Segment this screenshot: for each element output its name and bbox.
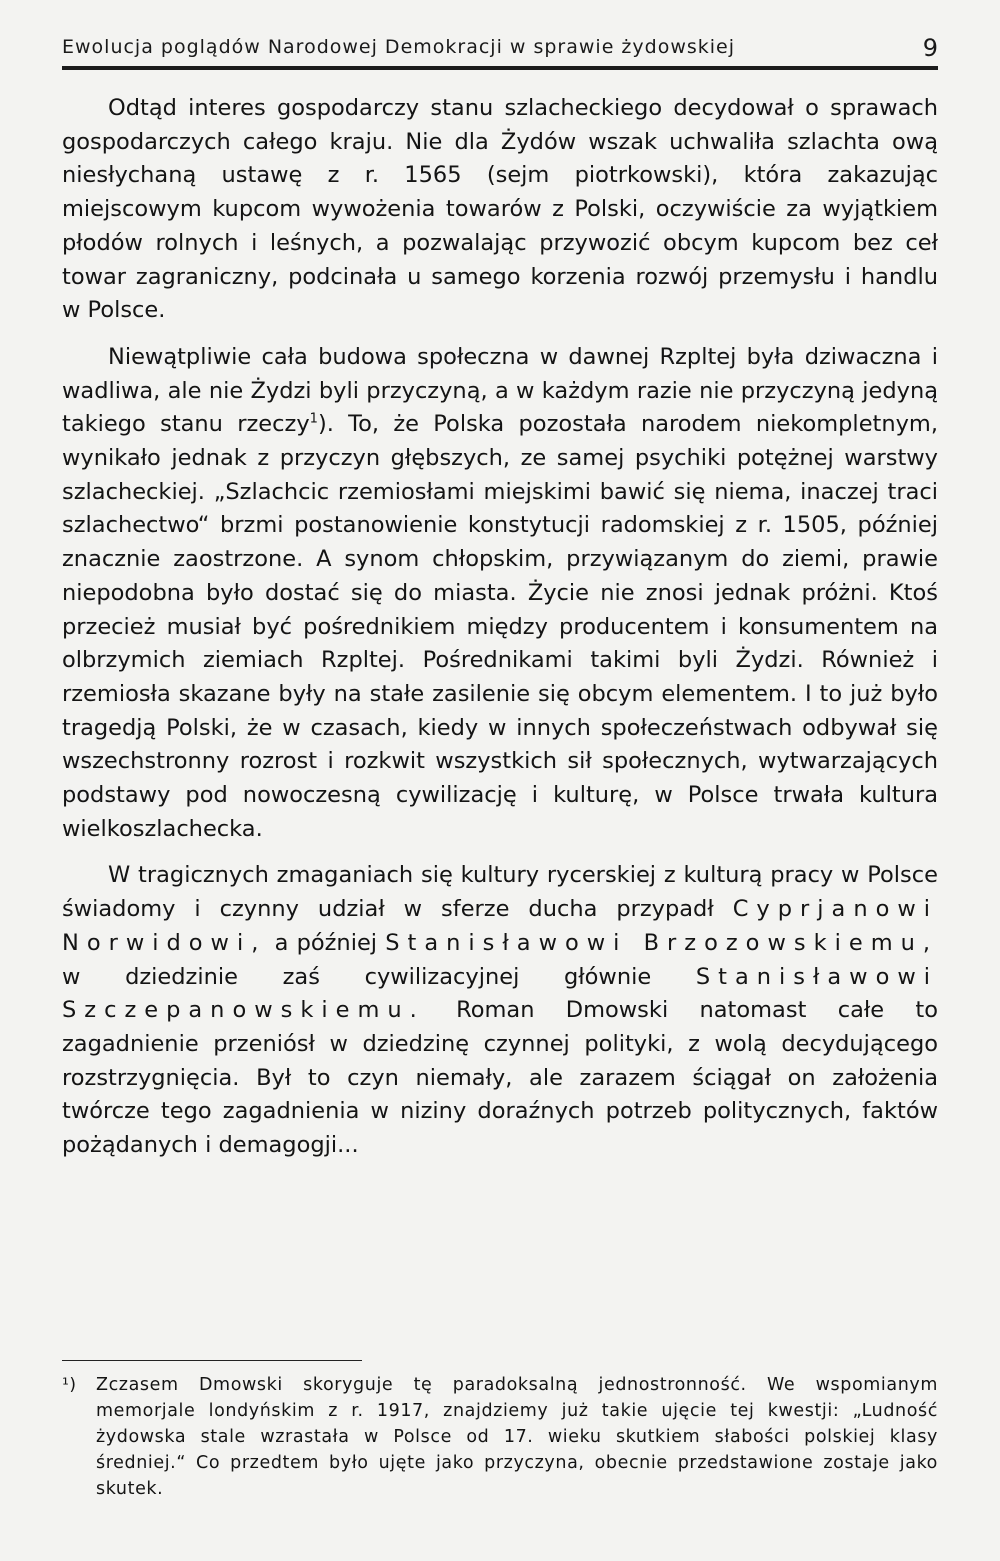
page-number: 9 — [922, 34, 938, 62]
paragraph-1-text: Odtąd interes gospodarczy stanu szlacheckiego decydował o sprawach gospodarczych całego kraju. Nie dla Żydów wszak uchwaliła szlachta ową niesłychaną ustawę z r. 1565 (sejm piotrkowski), która zakazując miejscowym kupcom wywożenia towarów z Polski, oczywiście za wyjątkiem płodów rolnych i leśnych, a pozwalając przywozić obcym kupcom bez ceł towar zagraniczny, podcinała u samego korzenia rozwój przemysłu i handlu w Polsce. — [62, 95, 938, 324]
paragraph-1 — [62, 92, 938, 328]
paragraph-2 — [62, 341, 938, 847]
running-title: Ewolucja poglądów Narodowej Demokracji w sprawie żydowskiej — [62, 36, 736, 58]
name-norwid: Cyprjanowi Norwidowi, — [62, 896, 938, 956]
name-brzozowski: Stanisławowi Brzozowskiemu, — [385, 929, 939, 956]
header-rule — [62, 66, 938, 70]
paragraph-3-text-a: W tragicznych zmaganiach się kultury rycerskiej z kulturą pracy w Polsce świadomy i czynny udział w sferze ducha przypadł — [62, 862, 938, 923]
paragraph-3-text-b: a później — [274, 929, 378, 956]
main-text — [62, 92, 938, 1163]
paragraph-3-text-d: Roman Dmowski natomast całe to zagadnienie przeniósł w dziedzinę czynnej polityki, z wolą decydującego rozstrzygnięcia. Był to czyn niemały, ale zarazem ściągał on założenia twórcze tego zagadnienia w niziny doraźnych potrzeb politycznych, faktów pożądanych i demagogji... — [62, 997, 938, 1159]
footnote — [62, 1372, 938, 1502]
name-szczepanowski: Stanisławowi Szczepanowskiemu. — [62, 963, 938, 1024]
footnote-marker: ¹) — [62, 1375, 77, 1395]
paragraph-2-text-a: Niewątpliwie cała budowa społeczna w dawnej Rzpltej była dziwaczna i wadliwa, ale nie Żydzi byli przyczyną, a w każdym razie nie przyczyną jedyną takiego stanu rzeczy — [62, 343, 938, 438]
paragraph-3-text-c: w dziedzinie zaś cywilizacyjnej głównie — [62, 963, 652, 990]
footnote-text: Zczasem Dmowski skoryguje tę paradoksalną jednostronność. We wspomianym memorjale londyńskim z r. 1917, znajdziemy już takie ujęcie tej kwestji: „Ludność żydowska stale wzrastała w Polsce od 17. wieku skutkiem słabości polskiej klasy średniej.“ Co przedtem było ujęte jako przyczyna, obecnie przedstawione zostaje jako skutek. — [96, 1375, 938, 1499]
footnote-reference[interactable]: 1 — [309, 411, 318, 427]
footnote-rule — [62, 1360, 362, 1361]
running-head — [62, 28, 938, 68]
paragraph-2-text-b: ). To, że Polska pozostała narodem niekompletnym, wynikało jednak z przyczyn głębszych, ze samej psychiki potężnej warstwy szlacheckiej. „Szlachcic rzemiosłami miejskimi bawić się niema, inaczej traci szlachectwo“ brzmi postanowienie konstytucji radomskiej z r. 1505, później znacznie zaostrzone. A synom chłopskim, przywiązanym do ziemi, prawie niepodobna było dostać się do miasta. Życie nie znosi jednak próżni. Ktoś przecież musiał być pośrednikiem między producentem i konsumentem na olbrzymich ziemiach Rzpltej. Pośrednikami takimi byli Żydzi. Również i rzemiosła skazane były na stałe zasilenie się obcym elementem. I to już było tragedją Polski, że w czasach, kiedy w innych społeczeństwach odbywał się wszechstronny rozrost i rozkwit wszystkich sił społecznych, wytwarzających podstawy pod nowoczesną cywilizację i kulturę, w Polsce trwała kultura wielkoszlachecka. — [62, 411, 938, 842]
paragraph-3 — [62, 859, 938, 1162]
